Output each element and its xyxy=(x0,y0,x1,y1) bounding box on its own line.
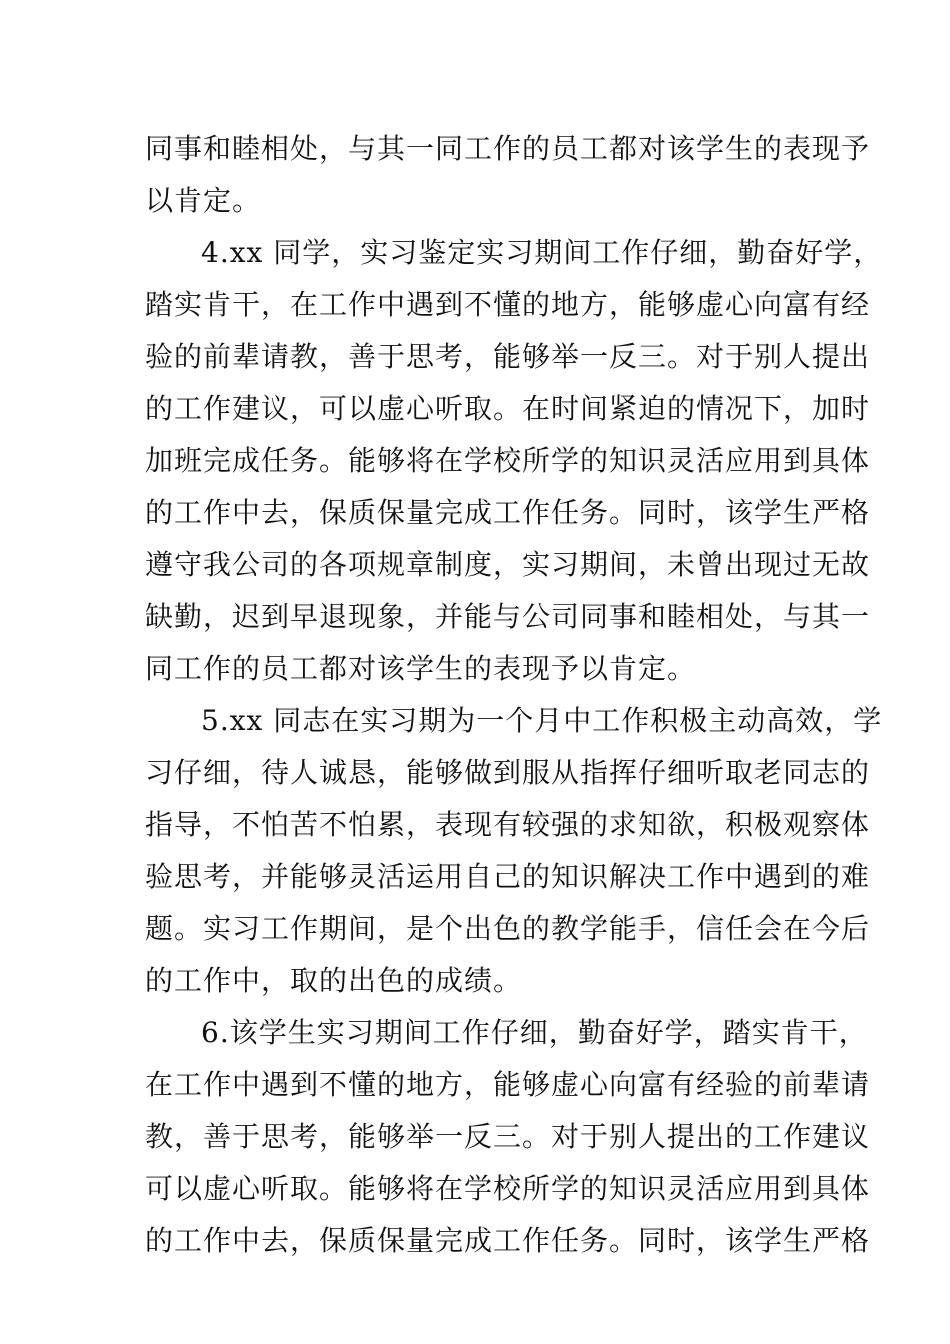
text-line: 的工作建议，可以虚心听取。在时间紧迫的情况下，加时 xyxy=(145,392,871,425)
text-line: 以肯定。 xyxy=(145,184,262,217)
text-line: 习仔细，待人诚恳，能够做到服从指挥仔细听取老同志的 xyxy=(145,756,871,789)
text-line: 缺勤，迟到早退现象，并能与公司同事和睦相处，与其一 xyxy=(145,600,871,633)
text-line: 加班完成任务。能够将在学校所学的知识灵活应用到具体 xyxy=(145,444,871,477)
document-body xyxy=(145,123,883,1267)
paragraph-start-line: 6.该学生实习期间工作仔细，勤奋好学，踏实肯干， xyxy=(201,1016,868,1049)
text-line: 的工作中去，保质保量完成工作任务。同时，该学生严格 xyxy=(145,496,871,529)
paragraph-start-line: 5.xx 同志在实习期为一个月中工作积极主动高效，学 xyxy=(201,704,883,737)
text-line: 在工作中遇到不懂的地方，能够虚心向富有经验的前辈请 xyxy=(145,1068,871,1101)
text-line: 验的前辈请教，善于思考，能够举一反三。对于别人提出 xyxy=(145,340,871,373)
text-line: 的工作中去，保质保量完成工作任务。同时，该学生严格 xyxy=(145,1224,871,1257)
text-line: 教，善于思考，能够举一反三。对于别人提出的工作建议 xyxy=(145,1120,871,1153)
text-line: 遵守我公司的各项规章制度，实习期间，未曾出现过无故 xyxy=(145,548,871,581)
text-line: 指导，不怕苦不怕累，表现有较强的求知欲，积极观察体 xyxy=(145,808,871,841)
text-line: 题。实习工作期间，是个出色的教学能手，信任会在今后 xyxy=(145,912,871,945)
text-line: 踏实肯干，在工作中遇到不懂的地方，能够虚心向富有经 xyxy=(145,288,871,321)
paragraph-start-line: 4.xx 同学，实习鉴定实习期间工作仔细，勤奋好学， xyxy=(201,236,883,269)
text-line: 同事和睦相处，与其一同工作的员工都对该学生的表现予 xyxy=(145,132,871,165)
text-line: 可以虚心听取。能够将在学校所学的知识灵活应用到具体 xyxy=(145,1172,871,1205)
text-line: 同工作的员工都对该学生的表现予以肯定。 xyxy=(145,652,697,685)
text-line: 验思考，并能够灵活运用自己的知识解决工作中遇到的难 xyxy=(145,860,871,893)
text-line: 的工作中，取的出色的成绩。 xyxy=(145,964,523,997)
